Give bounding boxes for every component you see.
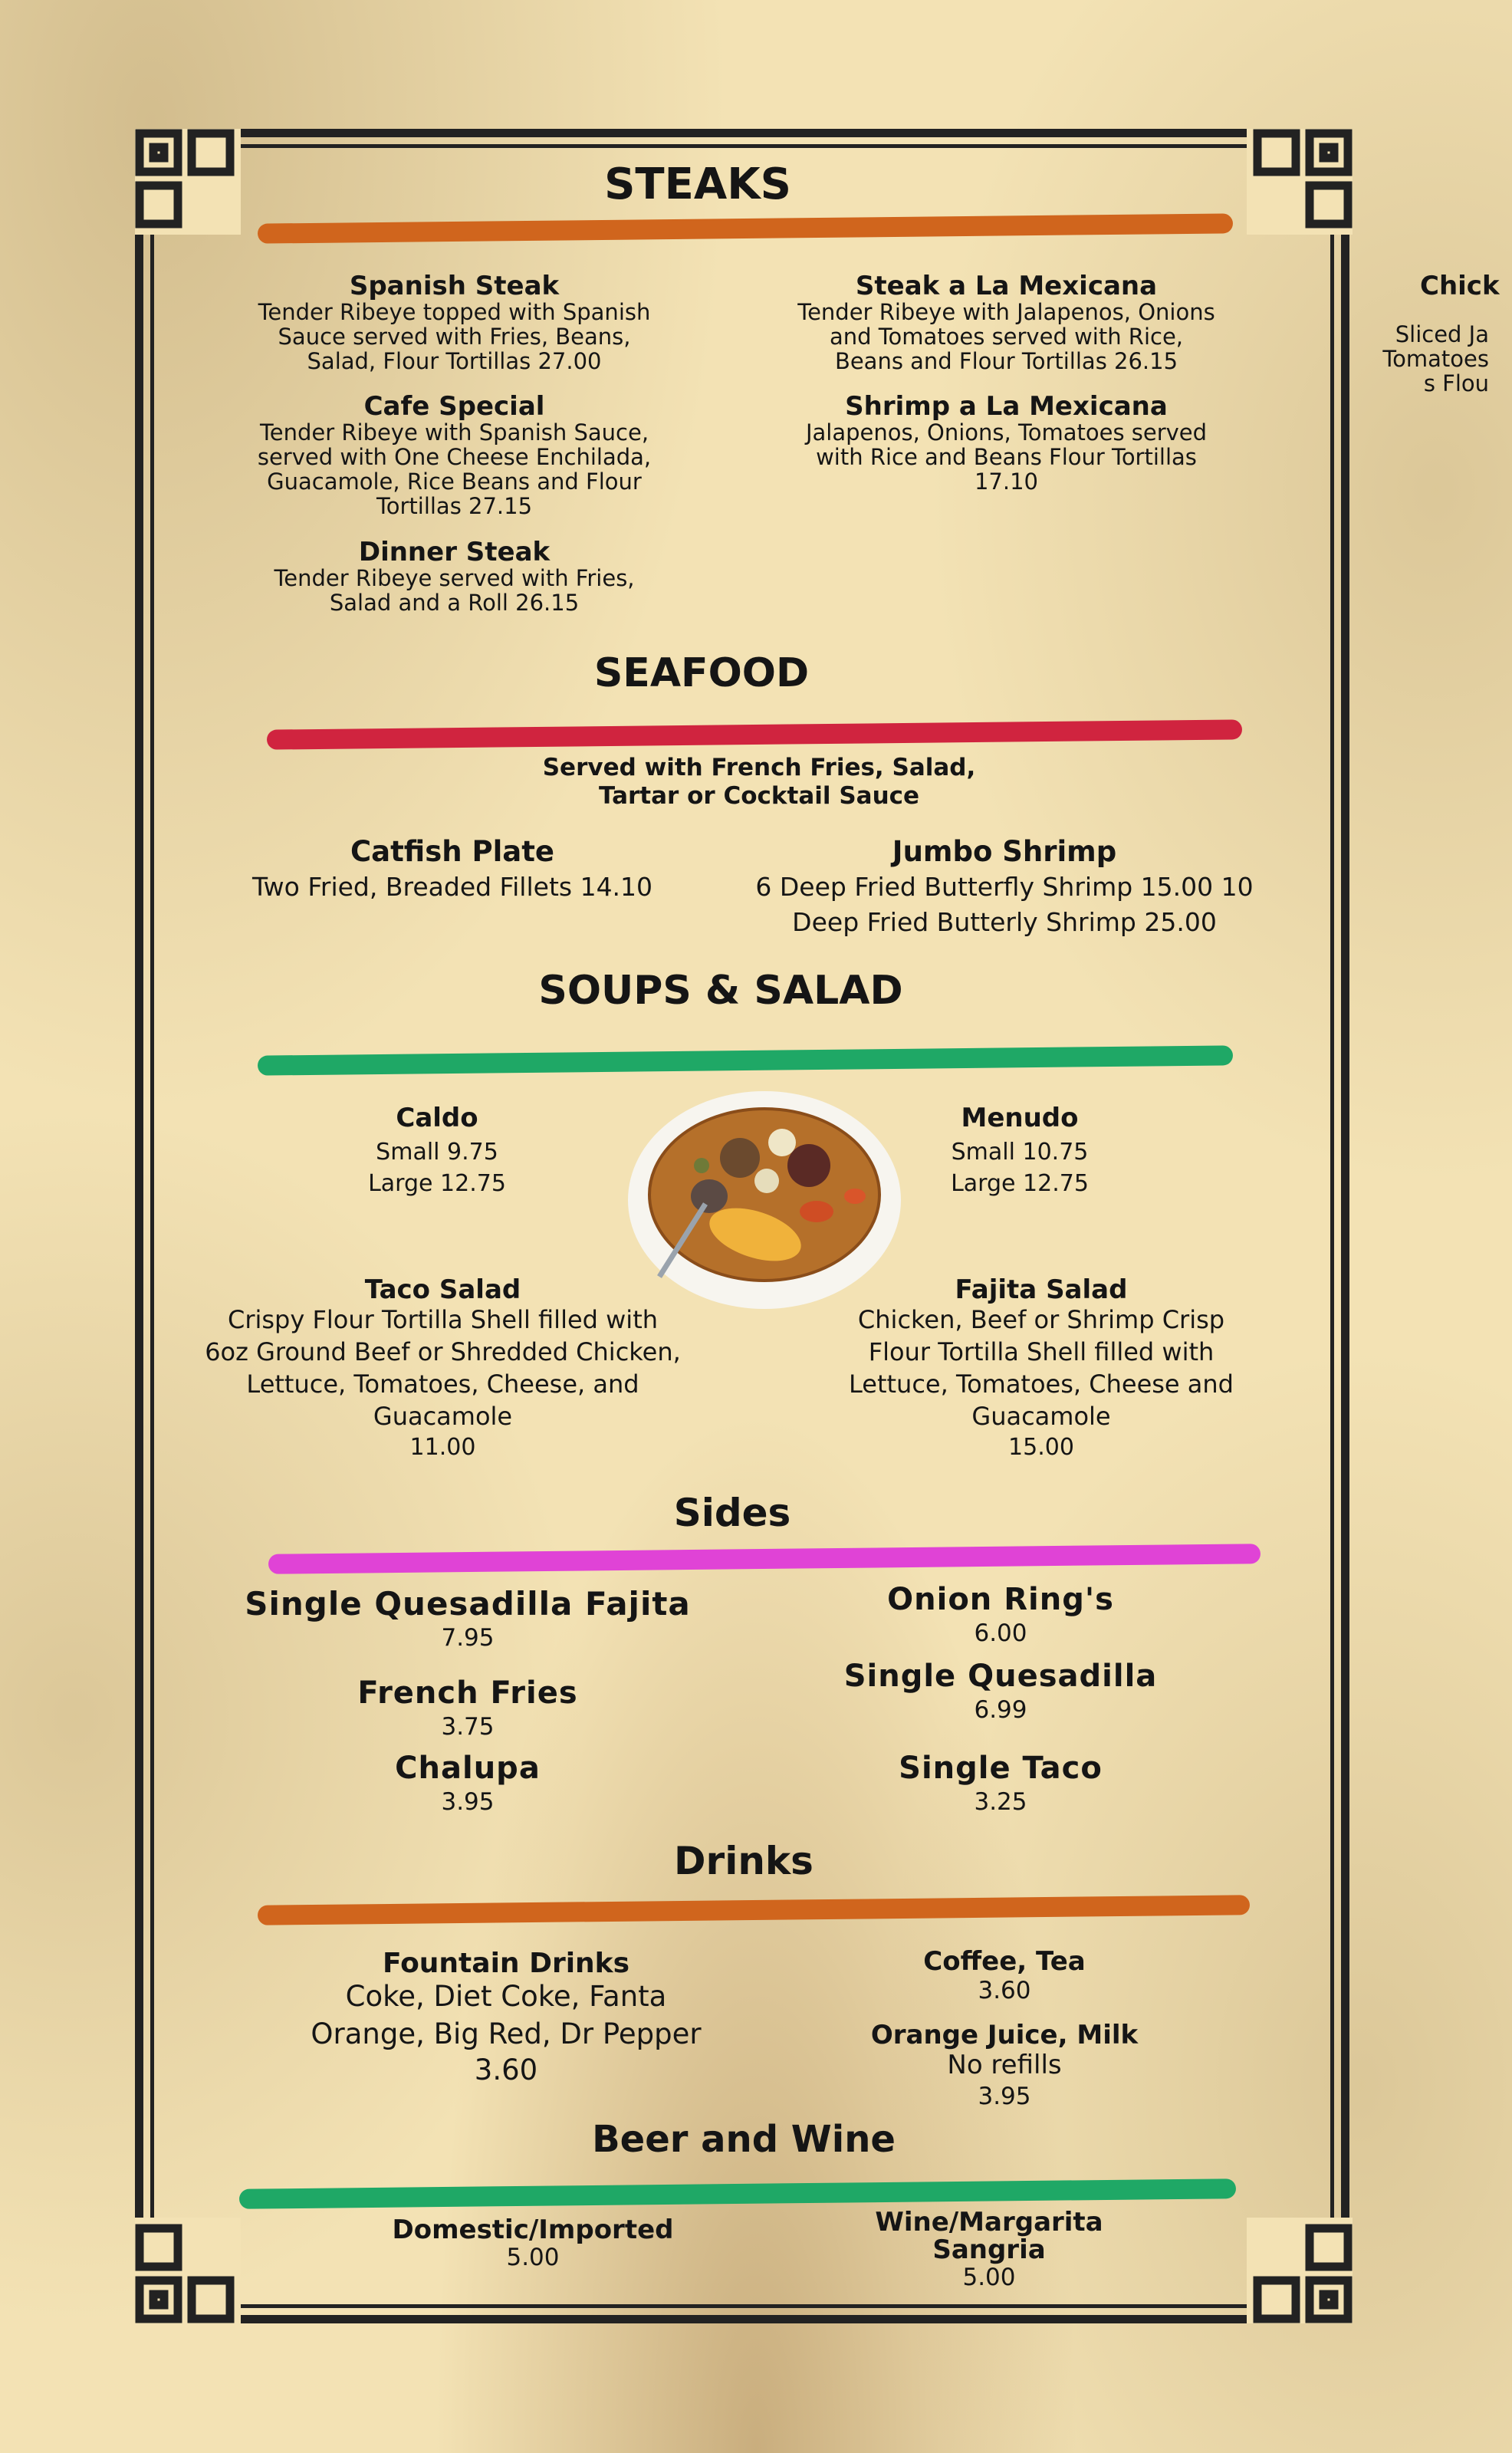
partial-item-title: Chick	[1420, 271, 1500, 301]
drink-name: Fountain Drinks	[382, 1948, 630, 1979]
menu-item	[230, 834, 675, 905]
drink-item	[843, 2021, 1165, 2112]
drink-price: 5.00	[506, 2244, 560, 2271]
item-name: Taco Salad	[364, 1274, 521, 1305]
menu-item	[261, 538, 648, 615]
corner-ornament-bottom-left	[130, 2213, 245, 2328]
item-name: Spanish Steak	[349, 271, 560, 301]
menu-item	[797, 272, 1215, 373]
item-desc: Tender Ribeye topped with Spanish Sauce served with Fries, Beans, Salad, Flour Tortillas 27.00	[258, 299, 651, 374]
item-name: Dinner Steak	[358, 537, 551, 567]
side-name: French Fries	[357, 1675, 578, 1711]
menu-item	[245, 272, 663, 373]
corner-ornament-top-right	[1242, 124, 1357, 239]
beer-heading: Beer and Wine	[592, 2118, 896, 2161]
item-desc: Two Fried, Breaded Fillets 14.10	[251, 872, 653, 902]
item-name: Cafe Special	[363, 391, 545, 422]
item-desc: Tender Ribeye with Jalapenos, Onions and Tomatoes served with Rice, Beans and Flour Tortillas 26.15	[797, 299, 1215, 374]
drink-item	[268, 1950, 744, 2088]
item-name: Menudo	[961, 1103, 1079, 1133]
side-item	[805, 1750, 1196, 1817]
side-price: 6.00	[974, 1619, 1027, 1647]
menu-item	[245, 393, 663, 518]
drink-item	[836, 2208, 1142, 2291]
drink-price: 3.95	[978, 2083, 1031, 2110]
drink-price: 5.00	[962, 2264, 1016, 2291]
item-desc: Chicken, Beef or Shrimp Crisp Flour Tortilla Shell filled with Lettuce, Tomatoes, Cheese and Guacamole	[849, 1305, 1234, 1431]
side-price: 3.95	[441, 1788, 495, 1816]
seafood-subtitle: Served with French Fries, Salad, Tartar or Cocktail Sauce	[542, 754, 976, 810]
item-name: Steak a La Mexicana	[855, 271, 1158, 301]
seafood-heading: SEAFOOD	[593, 650, 810, 696]
side-name: Single Taco	[899, 1751, 1103, 1786]
partial-item-desc: Sliced Ja Tomatoes s Flou	[1382, 321, 1489, 396]
item-desc: Crispy Flour Tortilla Shell filled with 6oz Ground Beef or Shredded Chicken, Lettuce, Tomatoes, Cheese, and Guacamole	[205, 1305, 681, 1431]
item-name: Jumbo Shrimp	[892, 835, 1117, 868]
item-price: 15.00	[1008, 1434, 1074, 1461]
drink-name: Domestic/Imported	[392, 2215, 674, 2245]
sides-heading: Sides	[673, 1491, 791, 1535]
item-desc: Jalapenos, Onions, Tomatoes served with Rice and Beans Flour Tortillas 17.10	[805, 419, 1208, 495]
drink-name-line2: Sangria	[932, 2234, 1046, 2265]
drink-item	[360, 2216, 705, 2271]
menu-item	[203, 1276, 682, 1463]
corner-ornament-top-left	[130, 124, 245, 239]
side-price: 3.75	[441, 1713, 495, 1741]
menu-item	[797, 393, 1215, 494]
side-price: 7.95	[441, 1624, 495, 1652]
side-item	[222, 1586, 713, 1653]
drink-price: 3.60	[978, 1977, 1031, 2004]
side-item	[805, 1581, 1196, 1649]
drink-desc: Coke, Diet Coke, Fanta Orange, Big Red, Dr Pepper	[311, 1980, 702, 2050]
item-name: Catfish Plate	[350, 835, 555, 868]
drink-note: No refills	[947, 2050, 1062, 2080]
side-name: Onion Ring's	[887, 1582, 1114, 1617]
drink-name: Coffee, Tea	[923, 1946, 1086, 1977]
steaks-heading: STEAKS	[604, 159, 791, 209]
item-size-large: Large 12.75	[951, 1170, 1089, 1197]
item-size-small: Small 9.75	[376, 1139, 498, 1166]
side-item	[299, 1675, 636, 1742]
item-desc: Tender Ribeye with Spanish Sauce, served with One Cheese Enchilada, Guacamole, Rice Beans and Flour Tortillas 27.15	[257, 419, 652, 519]
side-price: 6.99	[974, 1696, 1027, 1724]
side-name: Chalupa	[395, 1751, 541, 1786]
menu-item	[905, 1104, 1135, 1199]
side-price: 3.25	[974, 1788, 1027, 1816]
side-name: Single Quesadilla Fajita	[245, 1585, 691, 1623]
item-price: 11.00	[409, 1434, 476, 1461]
item-size-small: Small 10.75	[951, 1139, 1089, 1166]
item-desc: 6 Deep Fried Butterfly Shrimp 15.00 10 Deep Fried Butterly Shrimp 25.00	[755, 872, 1254, 937]
drink-name: Wine/Margarita	[875, 2207, 1103, 2238]
item-size-large: Large 12.75	[368, 1170, 506, 1197]
item-name: Shrimp a La Mexicana	[845, 391, 1168, 422]
corner-ornament-bottom-right	[1242, 2213, 1357, 2328]
side-name: Single Quesadilla	[843, 1659, 1158, 1694]
drink-price: 3.60	[474, 2053, 538, 2086]
side-item	[805, 1658, 1196, 1725]
drinks-heading: Drinks	[674, 1839, 814, 1883]
soups-heading: SOUPS & SALAD	[538, 968, 903, 1014]
drink-name: Orange Juice, Milk	[870, 2020, 1139, 2050]
item-name: Caldo	[396, 1103, 478, 1133]
item-desc: Tender Ribeye served with Fries, Salad and a Roll 26.15	[274, 565, 635, 616]
menu-item	[322, 1104, 552, 1199]
side-item	[299, 1750, 636, 1817]
item-name: Fajita Salad	[955, 1274, 1128, 1305]
menu-item	[827, 1276, 1256, 1463]
menu-item	[751, 834, 1257, 940]
drink-item	[843, 1948, 1165, 2006]
